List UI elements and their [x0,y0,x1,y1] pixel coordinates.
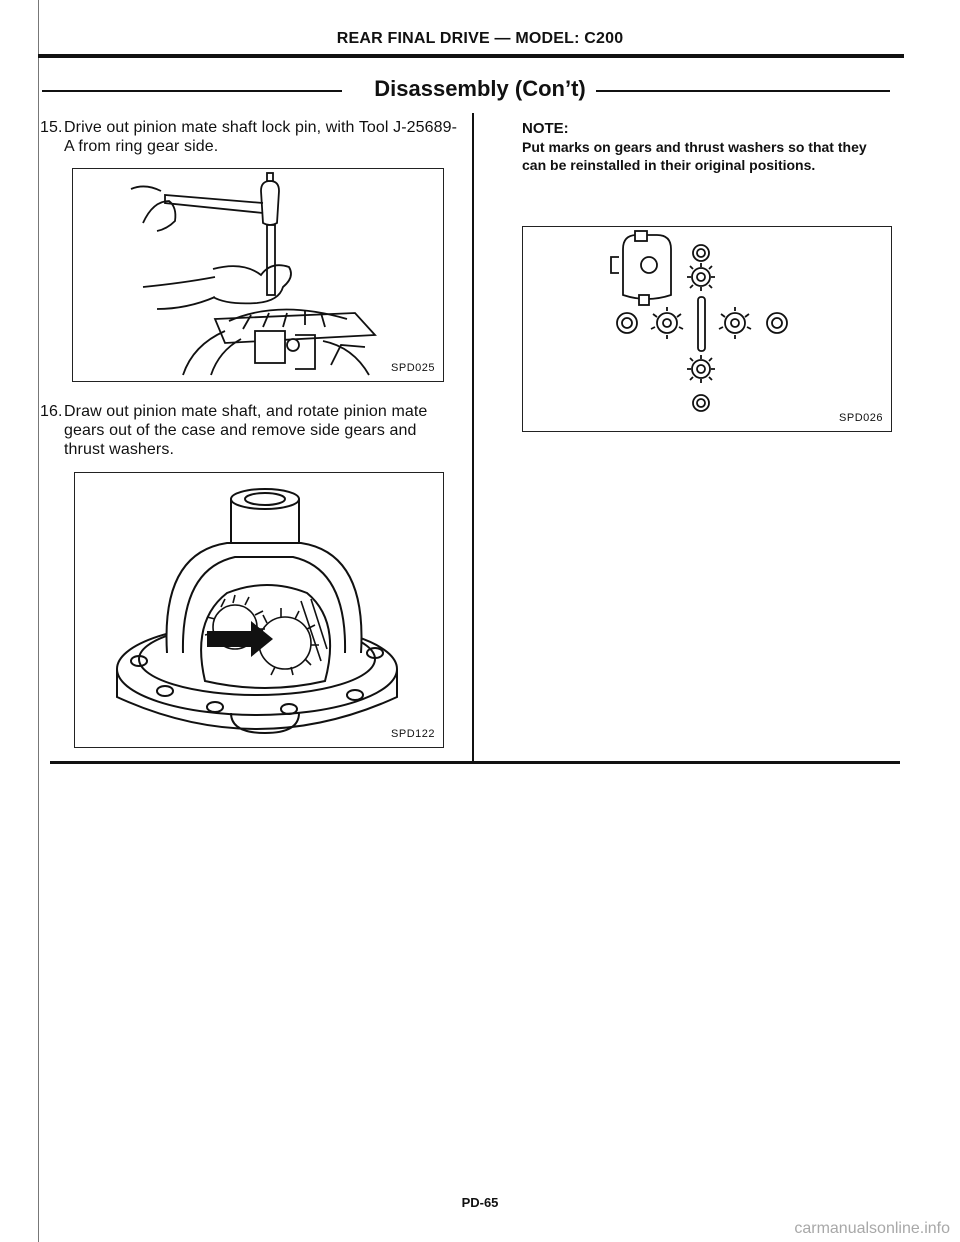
left-margin-line [38,0,39,1242]
step-16-text: Draw out pinion mate shaft, and rotate pinion mate gears out of the case and remove side gears and thrust washers. [64,403,428,458]
note-text: Put marks on gears and thrust washers so that they can be reinstalled in their original positions. [522,139,867,173]
page-number: PD-65 [461,1195,499,1210]
page-header-title: REAR FINAL DRIVE — MODEL: C200 [336,30,624,47]
differential-case-illustration [75,473,443,747]
watermark: carmanualsonline.info [794,1220,950,1237]
step-15-text: Drive out pinion mate shaft lock pin, with Tool J-25689-A from ring gear side. [64,119,458,155]
step-15-number: 15. [40,119,63,136]
hammer-punch-illustration [73,169,443,381]
step-16 [40,402,460,462]
figure-spd122 [74,472,444,748]
figure-code-spd025: SPD025 [391,362,435,374]
figure-code-spd122: SPD122 [391,728,435,740]
figure-spd026 [522,226,892,432]
step-16-number: 16. [40,403,63,420]
column-divider [472,113,474,763]
section-title: Disassembly (Con’t) [0,76,960,102]
figure-spd025 [72,168,444,382]
content-bottom-rule [50,761,900,764]
figure-code-spd026: SPD026 [839,412,883,424]
note-heading: NOTE: [522,120,569,137]
exploded-gears-washers-illustration [523,227,891,431]
header-rule [38,54,904,58]
step-15 [40,118,460,158]
